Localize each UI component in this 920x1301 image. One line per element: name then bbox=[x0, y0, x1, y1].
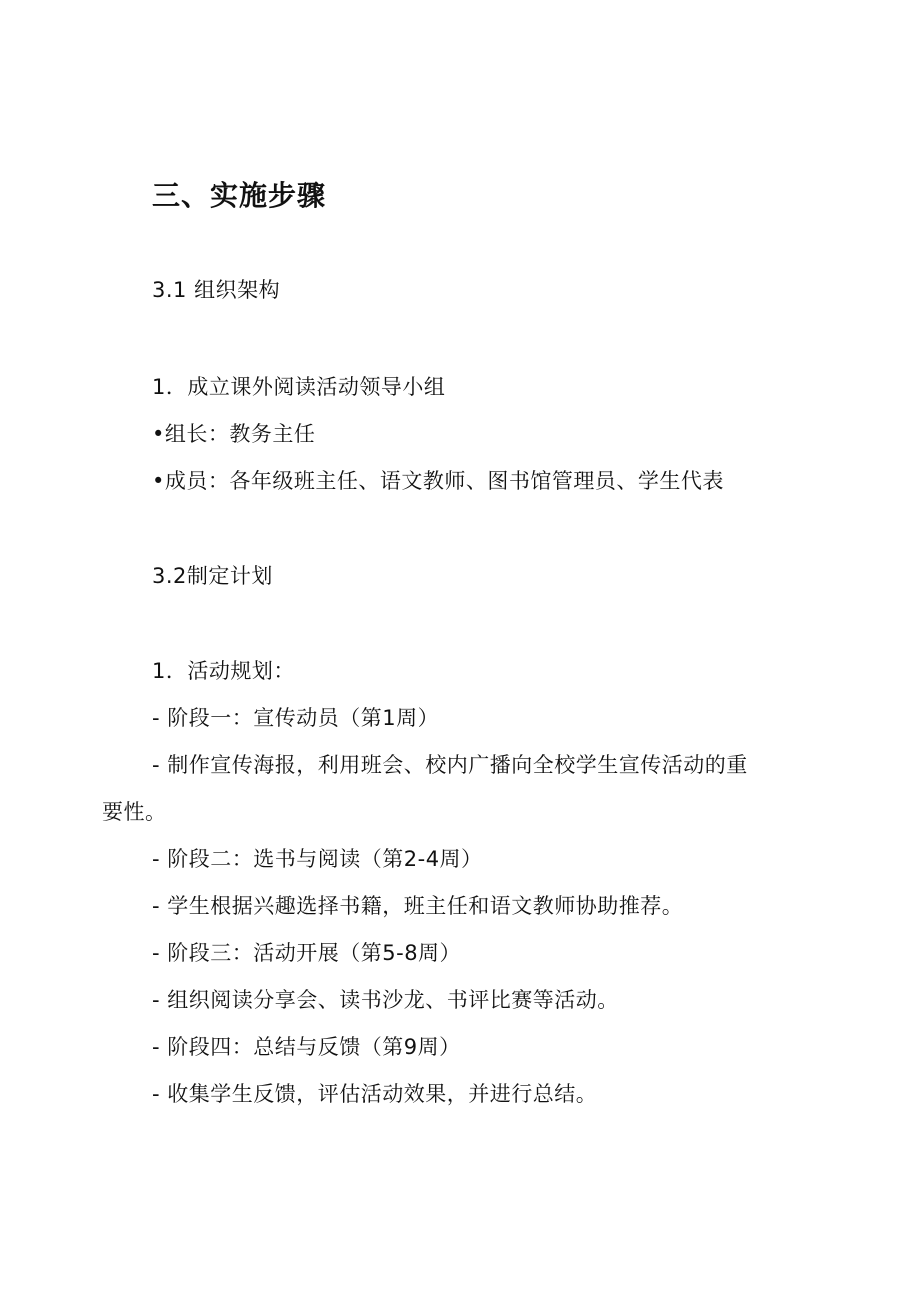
plan-line-stage-4-detail: - 收集学生反馈，评估活动效果，并进行总结。 bbox=[152, 1082, 598, 1106]
plan-line-stage-1-detail-cont: 要性。 bbox=[102, 800, 167, 824]
item-leadership-group: 1．成立课外阅读活动领导小组 bbox=[152, 375, 446, 399]
plan-line-stage-3: - 阶段三：活动开展（第5-8周） bbox=[152, 941, 462, 965]
plan-line-stage-1: - 阶段一：宣传动员（第1周） bbox=[152, 706, 440, 730]
plan-line-stage-3-detail: - 组织阅读分享会、读书沙龙、书评比赛等活动。 bbox=[152, 988, 619, 1012]
plan-line-stage-1-detail: - 制作宣传海报，利用班会、校内广播向全校学生宣传活动的重 bbox=[152, 753, 748, 777]
plan-line-stage-2: - 阶段二：选书与阅读（第2-4周） bbox=[152, 847, 483, 871]
subsection-title-plan: 3.2制定计划 bbox=[152, 564, 273, 588]
item-activity-planning: 1．活动规划： bbox=[152, 659, 295, 683]
bullet-leader: •组长：教务主任 bbox=[152, 422, 316, 446]
plan-line-stage-4: - 阶段四：总结与反馈（第9周） bbox=[152, 1035, 461, 1059]
plan-line-stage-2-detail: - 学生根据兴趣选择书籍，班主任和语文教师协助推荐。 bbox=[152, 894, 684, 918]
subsection-title-organization: 3.1 组织架构 bbox=[152, 278, 281, 302]
bullet-members: •成员：各年级班主任、语文教师、图书馆管理员、学生代表 bbox=[152, 469, 724, 493]
section-heading: 三、实施步骤 bbox=[152, 179, 327, 212]
